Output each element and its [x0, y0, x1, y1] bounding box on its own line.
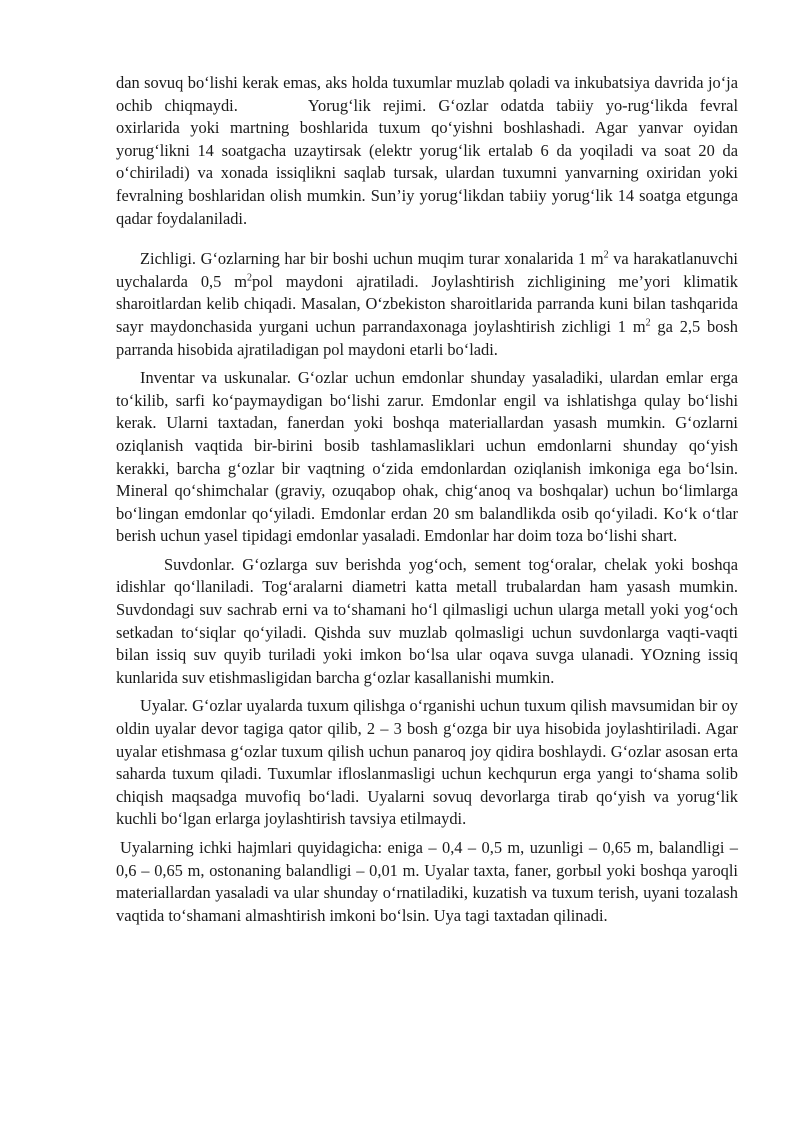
document-page [116, 72, 738, 927]
paragraph-text: G‘ozlar uyalarda tuxum qilishga o‘rganishi uchun tuxum qilish mavsumidan bir oy oldin uyalar devor tagiga qator qilib, 2 – 3 bosh g‘ozga bir uya hisobida joylashtiriladi. Agar uyalar etishmasa g‘ozlar tuxum qilish uchun panaroq joy qidira boshlaydi. G‘ozlar asosan erta saharda tuxum qiladi. Tuxumlar ifloslanmasligi uchun kechqurun erga yangi to‘shama solib chiqish maqsadga muvofiq bo‘ladi. Uyalarni sovuq devorlarga tirab qo‘yish va yorug‘lik kuchli bo‘lgan erlarga joylashtirish tavsiya etilmaydi. [116, 696, 738, 829]
section-heading-inventory: Inventar va uskunalar. [140, 368, 291, 388]
superscript: 2 [645, 317, 651, 329]
paragraph-text: Uyalarning ichki hajmlari quyidagicha: eniga – 0,4 – 0,5 m, uzunligi – 0,65 m, balandligi – 0,6 – 0,65 m, ostonaning balandligi – 0,01 m. Uyalar taxta, faner, gorbыl yoki boshqa yaroqli materiallardan yasaladi va ular shunday o‘rnatiladiki, kuzatish va tuxum terish, uyani tozalash vaqtida to‘shamani almashtirish imkoni bo‘lsin. Uya tagi taxtadan qilinadi. [116, 838, 738, 925]
section-heading-nests: Uyalar. [140, 696, 188, 716]
superscript: 2 [603, 249, 609, 261]
paragraph-text: dan sovuq bo‘lishi kerak emas, aks holda tuxumlar muzlab qoladi va inkubatsiya davrida jo‘ja ochib chiqmaydi. [116, 73, 738, 115]
paragraph-text: ga 2,5 bosh parranda hisobida ajratiladigan pol maydoni etarli bo‘ladi. [116, 316, 739, 359]
paragraph-light-regime [116, 72, 738, 230]
section-heading-light-regime: Yorug‘lik rejimi. [307, 95, 427, 115]
paragraph-text: G‘ozlar odatda tabiiy yo-rug‘likda fevral oxirlarida yoki martning boshlarida tuxum qo‘yishni boshlashadi. Agar yanvar oyidan yorug‘likni 14 soatgacha uzaytirsak (elektr yorug‘lik ertalab 6 da yoqiladi va soat 20 da o‘chiriladi) va xonada issiqlikni saqlab tursak, ulardan tuxumni yanvarning oxiridan yoki fevralning boshlaridan olish mumkin. Sun’iy yorug‘likdan tabiiy yorug‘lik 14 soatga etgunga qadar foydalaniladi. [116, 95, 739, 228]
paragraph-text: va harakatlanuvchi uychalarda 0,5 m [116, 249, 738, 291]
paragraph-text: G‘ozlar uchun emdonlar shunday yasaladiki, ulardan emlar erga to‘kilib, sarfi ko‘paymaydigan bo‘lishi zarur. Emdonlar engil va ishlatishga qulay bo‘lishi kerak. Ularni taxtadan, fanerdan yoki boshqa materiallardan yasash mumkin. G‘ozlarni oziqlanish vaqtida bir-birini bosib tashlamasliklari uchun emdonlarni shunday qo‘yish kerakki, barcha g‘ozlar bir vaqtning o‘zida emdonlardan oziqlanish imkoniga ega bo‘lsin. Mineral qo‘shimchalar (graviy, ozuqabop ohak, chig‘anoq va boshqalar) uchun bo‘limlarga bo‘lingan emdonlar qo‘yiladi. Emdonlar erdan 20 sm balandlikda osib qo‘yiladi. Ko‘k o‘tlar berish uchun yasel tipidagi emdonlar yasaladi. Emdonlar har doim toza bo‘lishi shart. [116, 368, 738, 546]
paragraph-text: G‘ozlarga suv berishda yog‘och, sement tog‘oralar, chelak yoki boshqa idishlar qo‘llaniladi. Tog‘aralarni diametri katta metall trubalardan ham yasash mumkin. Suvdondagi suv sachrab erni va to‘shamani ho‘l qilmasligi uchun ularga metall yoki yog‘och setkadan to‘siqlar qo‘yiladi. Qishda suv muzlab qolmasligi uchun suvdonlarga vaqti-vaqti bilan issiq suv quyib turiladi yoki imkon bo‘lsa ular oqava suvga ulanadi. YOzning issiq kunlarida suv etishmasligidan barcha g‘ozlar kasallanishi mumkin. [116, 554, 738, 687]
section-heading-waterers: Suvdonlar. [164, 554, 235, 574]
paragraph-inventory [116, 367, 738, 548]
section-heading-density: Zichligi. [140, 249, 196, 269]
paragraph-nests [116, 695, 738, 831]
paragraph-text: G‘ozlarning har bir boshi uchun muqim turar xonalarida 1 m [196, 249, 604, 269]
paragraph-waterers [116, 554, 738, 690]
paragraph-nest-dimensions [116, 837, 738, 927]
paragraph-text: pol maydoni ajratiladi. Joylashtirish zichligining me’yori klimatik sharoitlardan kelib chiqadi. Masalan, O‘zbekiston sharoitlarida parranda kuni bilan tashqarida sayr maydonchasida yurgani uchun parrandaxonaga joylashtirish zichligi 1 m [116, 271, 738, 336]
paragraph-density [116, 248, 738, 361]
superscript: 2 [247, 272, 253, 284]
